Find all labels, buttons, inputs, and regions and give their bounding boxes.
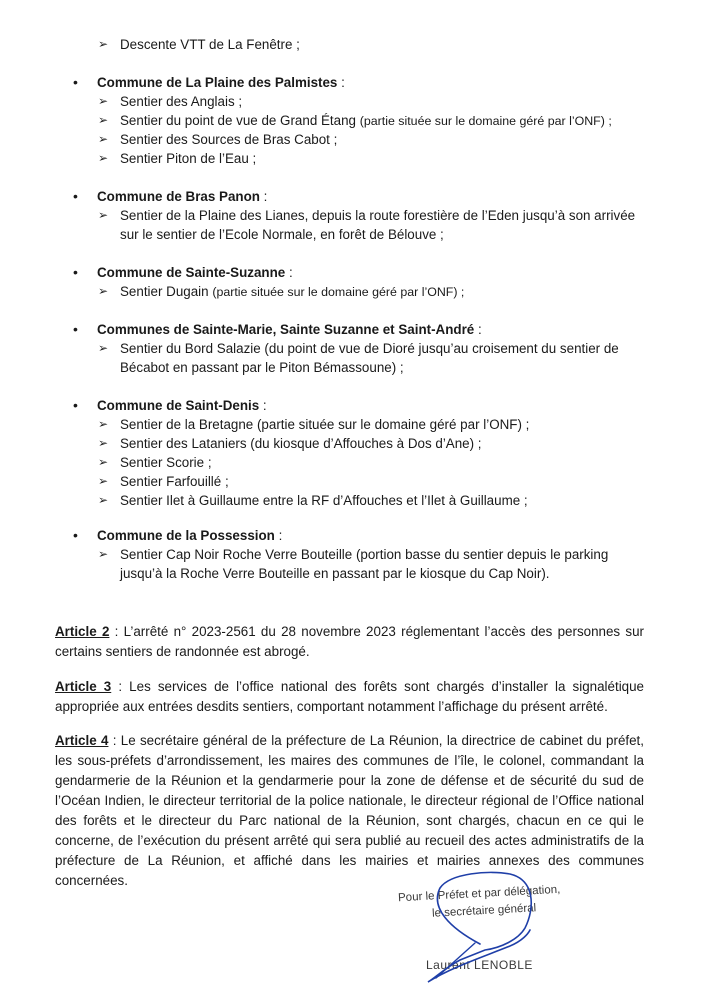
trail-text: Sentier Cap Noir Roche Verre Bouteille (portion basse du sentier depuis le parking xyxy=(120,547,609,562)
trail-item xyxy=(98,282,648,302)
trail-note: (partie située sur le domaine géré par l’ONF) ; xyxy=(212,285,465,299)
trail-note: (partie située sur le domaine géré par l’ONF) ; xyxy=(359,114,612,128)
signature-stroke xyxy=(436,943,475,978)
article-sep: : xyxy=(111,679,130,694)
trail-item-continuation xyxy=(98,225,648,244)
article-sep: : xyxy=(109,624,124,639)
arrow-bullet-icon: ➢ xyxy=(98,284,109,298)
signatory-title: le secrétaire général xyxy=(431,902,537,920)
arrow-bullet-icon: ➢ xyxy=(98,132,109,146)
trail-item xyxy=(98,149,648,168)
trail-item xyxy=(98,453,648,472)
commune-suffix: : xyxy=(259,189,268,204)
trail-item xyxy=(98,206,648,225)
commune-heading xyxy=(73,526,283,545)
arrow-bullet-icon: ➢ xyxy=(98,37,109,51)
article-label: Article 4 xyxy=(55,733,109,748)
arrow-bullet-icon: ➢ xyxy=(98,436,109,450)
article-sep: : xyxy=(108,733,121,748)
trail-text: Sentier du point de vue de Grand Étang xyxy=(120,113,360,128)
trail-item xyxy=(98,111,648,131)
commune-heading xyxy=(73,320,482,339)
commune-suffix: : xyxy=(474,322,482,337)
article-text: Les services de l’office national des forêts sont chargés d’installer la signalétique appropriée aux entrées desdits sentiers, comportant notamment l’affichage du présent arrêté. xyxy=(55,679,645,714)
commune-suffix: : xyxy=(274,528,283,543)
commune-name: Commune de Sainte-Suzanne xyxy=(97,265,286,280)
trail-text: Sentier de la Bretagne (partie située sur le domaine géré par l’ONF) ; xyxy=(120,417,530,432)
trail-item-continuation xyxy=(98,358,648,377)
trail-item xyxy=(98,35,648,54)
article-2 xyxy=(55,622,644,662)
trail-text: sur le sentier de l’Ecole Normale, en forêt de Bélouve ; xyxy=(120,227,444,242)
arrow-bullet-icon: ➢ xyxy=(98,341,109,355)
trail-item xyxy=(98,92,648,111)
trail-text: Sentier Scorie ; xyxy=(120,455,212,470)
trail-text: Sentier Dugain xyxy=(120,284,213,299)
trail-text: Descente VTT de La Fenêtre ; xyxy=(120,37,300,52)
trail-text: Sentier de la Plaine des Lianes, depuis la route forestière de l’Eden jusqu’à son arrivée xyxy=(120,208,636,223)
trail-text: Sentier des Sources de Bras Cabot ; xyxy=(120,132,338,147)
article-label: Article 2 xyxy=(55,624,110,639)
trail-item xyxy=(98,545,648,564)
trail-text: Sentier Ilet à Guillaume entre la RF d’Affouches et l’Ilet à Guillaume ; xyxy=(120,493,528,508)
delegation-line: Pour le Préfet et par délégation, xyxy=(397,883,561,905)
trail-item xyxy=(98,472,648,491)
trail-text: Sentier des Lataniers (du kiosque d’Affouches à Dos d’Ane) ; xyxy=(120,436,482,451)
article-label: Article 3 xyxy=(55,679,112,694)
arrow-bullet-icon: ➢ xyxy=(98,474,109,488)
signatory-name: Laurent LENOBLE xyxy=(426,958,533,972)
trail-item xyxy=(98,339,648,358)
trail-text: Sentier du Bord Salazie (du point de vue de Dioré jusqu’au croisement du sentier de xyxy=(120,341,619,356)
trail-text: Bécabot en passant par le Piton Bémassoune) ; xyxy=(120,360,404,375)
trail-text: Sentier des Anglais ; xyxy=(120,94,243,109)
arrow-bullet-icon: ➢ xyxy=(98,547,109,561)
article-text: Le secrétaire général de la préfecture de La Réunion, la directrice de cabinet du préfet, les sous-préfets d’arrondissement, les maires des communes de l’île, le colonel, commandant la gendarmerie de la Réunion et la gendarmerie pour la zone de défense et de sécurité du sud de l’Océan Indien, le directeur territorial de la police nationale, le directeur régional de l’Office national des forêts et le directeur du Parc national de la Réunion, sont chargés, chacun en ce qui le concerne, de l’exécution du présent arrêté qui sera publié au recueil des actes administratifs de la préfecture de La Réunion, et affiché dans les mairies et mairies annexes des communes concernées. xyxy=(55,733,644,888)
article-text: L’arrêté n° 2023-2561 du 28 novembre 2023 réglementant l’accès des personnes sur certains sentiers de randonnée est abrogé. xyxy=(55,624,644,659)
commune-suffix: : xyxy=(259,398,267,413)
arrow-bullet-icon: ➢ xyxy=(98,455,109,469)
commune-suffix: : xyxy=(337,75,345,90)
commune-heading xyxy=(73,263,293,282)
commune-name: Communes de Sainte-Marie, Sainte Suzanne et Saint-André xyxy=(97,322,475,337)
commune-name: Commune de Bras Panon xyxy=(97,189,260,204)
commune-suffix: : xyxy=(285,265,293,280)
commune-heading xyxy=(73,73,345,92)
commune-name: Commune de la Possession xyxy=(97,528,275,543)
arrow-bullet-icon: ➢ xyxy=(98,493,109,507)
article-3 xyxy=(55,677,644,717)
article-4 xyxy=(55,731,644,891)
bullet-icon: • xyxy=(73,321,78,337)
commune-name: Commune de La Plaine des Palmistes xyxy=(97,75,338,90)
bullet-icon: • xyxy=(73,74,78,90)
arrow-bullet-icon: ➢ xyxy=(98,151,109,165)
commune-heading xyxy=(73,396,267,415)
trail-item xyxy=(98,130,648,149)
bullet-icon: • xyxy=(73,397,78,413)
handwritten-signature xyxy=(410,868,570,998)
trail-text: Sentier Farfouillé ; xyxy=(120,474,229,489)
arrow-bullet-icon: ➢ xyxy=(98,113,109,127)
commune-heading xyxy=(73,187,268,206)
bullet-icon: • xyxy=(73,264,78,280)
trail-item xyxy=(98,434,648,453)
arrow-bullet-icon: ➢ xyxy=(98,94,109,108)
arrow-bullet-icon: ➢ xyxy=(98,208,109,222)
trail-item xyxy=(98,415,648,434)
commune-name: Commune de Saint-Denis xyxy=(97,398,260,413)
bullet-icon: • xyxy=(73,188,78,204)
trail-text: Sentier Piton de l’Eau ; xyxy=(120,151,257,166)
bullet-icon: • xyxy=(73,527,78,543)
arrow-bullet-icon: ➢ xyxy=(98,417,109,431)
signature-stroke xyxy=(428,872,531,982)
trail-item-continuation xyxy=(98,564,648,583)
trail-item xyxy=(98,491,648,510)
trail-text: jusqu’à la Roche Verre Bouteille en passant par le kiosque du Cap Noir). xyxy=(120,566,550,581)
